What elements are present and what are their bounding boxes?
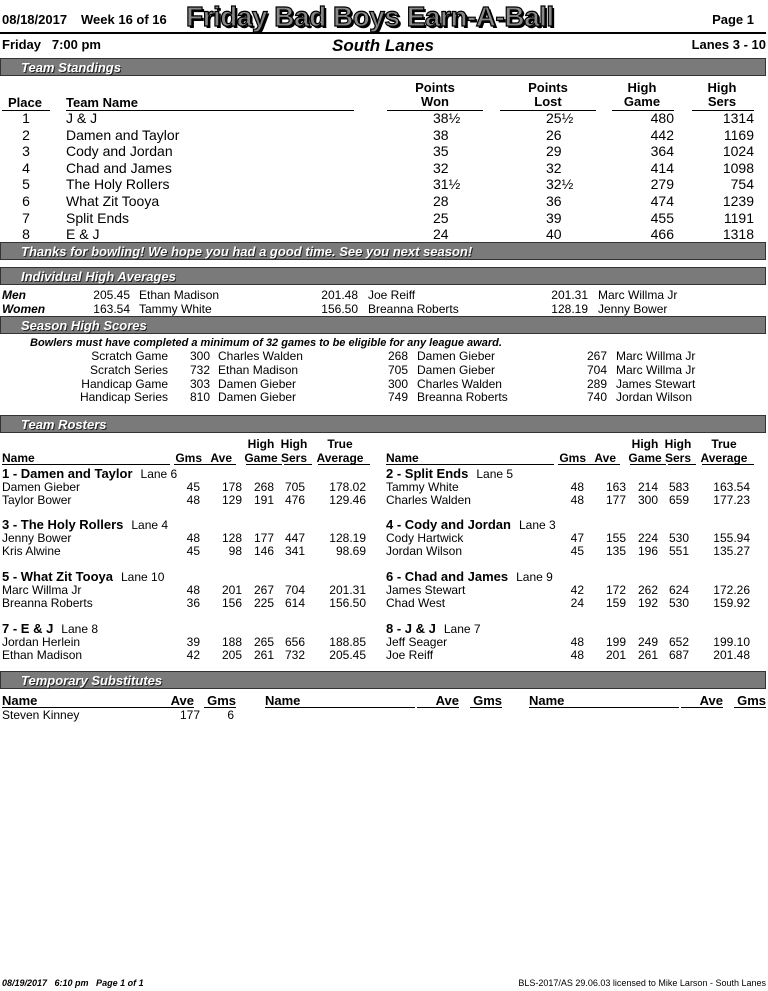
season-bowler: Damen Gieber [218, 376, 297, 391]
average-value: 201.31 [551, 288, 588, 302]
roster-team-header [386, 621, 481, 636]
subs-col-average: Ave [435, 693, 459, 708]
season-score-label: Scratch Game [91, 349, 168, 363]
subs-col-games: Gms [737, 693, 766, 708]
season-bowler: Damen Gieber [417, 349, 496, 363]
roster-average: 128 [221, 531, 242, 545]
standing-place: 1 [22, 110, 30, 126]
roster-true-average: 128.19 [329, 531, 366, 545]
header-rule [0, 32, 766, 34]
roster-col-average: Ave [210, 451, 232, 465]
rule [668, 464, 696, 465]
season-score: 810 [189, 390, 210, 405]
rule [681, 707, 723, 708]
subs-section-bar [0, 671, 766, 689]
subs-col-games: Gms [207, 693, 236, 708]
roster-true-average: 98.69 [335, 544, 366, 559]
roster-average: 201 [221, 583, 242, 597]
roster-high-series: 732 [284, 648, 305, 663]
roster-average: 201 [605, 648, 626, 663]
roster-true-average: 163.54 [713, 480, 750, 494]
roster-bowler-name: Jenny Bower [2, 531, 72, 545]
roster-bowler-name: Jordan Herlein [2, 635, 81, 649]
roster-bowler-name: Jeff Seager [386, 635, 448, 649]
printed-timestamp: 08/19/2017 6:10 pm Page 1 of 1 [2, 978, 144, 988]
roster-high-series: 704 [284, 583, 305, 597]
roster-team-header [386, 517, 556, 532]
subs-col-games: Gms [473, 693, 502, 708]
roster-true-average: 201.31 [329, 583, 366, 597]
standing-place: 8 [22, 226, 30, 243]
roster-high-game: 262 [637, 583, 658, 597]
rule [702, 464, 754, 465]
standing-place: 2 [22, 126, 30, 143]
col-points-lost [500, 81, 596, 109]
season-bowler: Charles Walden [218, 349, 303, 363]
season-bowler: Jordan Wilson [616, 390, 693, 405]
average-value: 156.50 [321, 302, 358, 316]
rule [318, 464, 370, 465]
roster-high-game: 267 [253, 583, 274, 597]
rosters-section-bar [0, 415, 766, 433]
standing-high-game: 279 [650, 176, 674, 193]
roster-team-header [2, 517, 168, 532]
average-bowler: Jenny Bower [598, 302, 668, 316]
standing-points-won: 24 [433, 226, 449, 243]
roster-games: 45 [186, 480, 200, 494]
roster-bowler-name: Jordan Wilson [386, 544, 463, 559]
standing-high-series: 1024 [722, 143, 754, 160]
rule [734, 707, 766, 708]
roster-bowler-name: Chad West [386, 596, 446, 611]
roster-col-name: Name [2, 451, 35, 465]
roster-col-true-average-l1: True [327, 437, 353, 451]
subs-section-title: Temporary Substitutes [21, 673, 163, 688]
roster-high-game: 225 [253, 596, 274, 611]
sub-bowler-name: Steven Kinney [2, 708, 80, 722]
col-team-name: Team Name [66, 95, 139, 110]
average-value: 128.19 [551, 302, 588, 316]
roster-team-header [2, 569, 164, 584]
roster-bowler-name: Charles Walden [386, 493, 471, 508]
roster-bowler-name: Breanna Roberts [2, 596, 93, 611]
roster-average: 199 [605, 635, 626, 649]
roster-bowler-name: Tammy White [386, 480, 459, 494]
subs-col-name: Name [265, 693, 301, 708]
roster-games: 45 [186, 544, 200, 559]
standing-points-won: 31½ [433, 176, 461, 193]
standing-points-won: 38½ [433, 110, 461, 126]
season-score: 300 [387, 376, 408, 391]
rule [592, 464, 620, 465]
season-bowler: Marc Willma Jr [616, 349, 696, 363]
rule [529, 707, 679, 708]
roster-high-series: 447 [284, 531, 305, 545]
roster-bowler-name: Ethan Madison [2, 648, 83, 663]
standings-section-bar [0, 58, 766, 76]
roster-high-game: 177 [253, 531, 274, 545]
subs-col-name: Name [2, 693, 38, 708]
roster-high-game: 214 [637, 480, 658, 494]
rosters-section-title: Team Rosters [21, 417, 107, 432]
league-title: Friday Bad Boys Earn-A-Ball [186, 1, 554, 32]
roster-average: 159 [605, 596, 626, 611]
season-score: 740 [586, 390, 607, 405]
average-bowler: Joe Reiff [368, 288, 416, 302]
standing-points-lost: 25½ [546, 110, 574, 126]
roster-high-series: 652 [668, 635, 689, 649]
roster-games: 48 [570, 635, 584, 649]
season-score: 289 [586, 376, 607, 391]
roster-true-average: 205.45 [329, 648, 366, 663]
standing-points-lost: 32 [546, 159, 562, 176]
standing-high-game: 364 [650, 143, 674, 160]
roster-lane: Lane 5 [476, 467, 514, 481]
standing-high-series: 1239 [722, 193, 754, 209]
roster-games: 47 [570, 531, 584, 545]
season-bowler: Marc Willma Jr [616, 362, 696, 377]
roster-true-average: 178.02 [329, 480, 366, 494]
standing-place: 5 [22, 176, 30, 193]
col-high-game-l1: High [627, 80, 657, 95]
roster-high-game: 146 [253, 544, 274, 559]
standing-team-name: What Zit Tooya [66, 193, 160, 209]
standing-place: 7 [22, 209, 30, 226]
license-text: BLS-2017/AS 29.06.03 licensed to Mike Larson - South Lanes [518, 978, 766, 988]
roster-col-true-average-l2: Average [700, 451, 748, 465]
standings-section-title: Team Standings [21, 60, 121, 75]
roster-lane: Lane 10 [120, 570, 165, 584]
standing-points-won: 28 [433, 193, 449, 209]
roster-average: 98 [228, 544, 242, 559]
roster-average: 155 [605, 531, 626, 545]
roster-high-series: 624 [668, 583, 689, 597]
roster-high-game: 191 [253, 493, 274, 508]
season-score: 749 [387, 390, 408, 405]
roster-high-series: 583 [668, 480, 689, 494]
roster-lane: Lane 7 [443, 622, 481, 636]
subs-col-average: Ave [170, 693, 194, 708]
roster-average: 177 [605, 493, 626, 508]
roster-true-average: 199.10 [713, 635, 750, 649]
season-bowler: Damen Gieber [417, 362, 496, 377]
bowling-center: South Lanes [331, 36, 434, 55]
season-score: 705 [387, 362, 408, 377]
roster-high-series: 614 [284, 596, 305, 611]
standing-high-series: 1098 [722, 159, 754, 176]
roster-high-game: 300 [637, 493, 658, 508]
roster-average: 135 [605, 544, 626, 559]
page-label: Page 1 [712, 12, 754, 27]
average-category: Men [2, 288, 26, 302]
standing-place: 6 [22, 193, 30, 209]
standing-team-name: Damen and Taylor [66, 126, 180, 143]
roster-average: 205 [221, 648, 242, 663]
roster-col-high-game-l1: High [631, 437, 659, 451]
lanes-label: Lanes 3 - 10 [691, 37, 766, 52]
standing-points-lost: 40 [546, 226, 562, 243]
standing-team-name: E & J [66, 226, 100, 243]
thanks-bar [0, 242, 766, 260]
average-value: 163.54 [93, 302, 130, 316]
roster-high-game: 261 [253, 648, 274, 663]
standing-points-lost: 29 [546, 143, 562, 160]
standing-high-series: 1314 [722, 110, 754, 126]
season-score: 732 [189, 362, 210, 377]
roster-high-game: 196 [637, 544, 658, 559]
season-score-label: Handicap Game [81, 376, 168, 391]
season-score: 704 [586, 362, 607, 377]
roster-team-name: 8 - J & J [386, 621, 436, 636]
roster-true-average: 177.23 [713, 493, 750, 508]
standing-points-lost: 32½ [546, 176, 574, 193]
roster-col-true-average-l2: Average [316, 451, 364, 465]
roster-high-series: 551 [668, 544, 689, 559]
roster-true-average: 159.92 [713, 596, 750, 611]
rule [66, 110, 354, 111]
roster-average: 163 [605, 480, 626, 494]
season-section-title: Season High Scores [21, 318, 147, 333]
standing-place: 3 [22, 143, 30, 160]
roster-high-series: 705 [284, 480, 305, 494]
standing-high-game: 474 [650, 193, 674, 209]
roster-col-high-series-l2: Sers [280, 451, 308, 465]
standing-high-series: 1191 [723, 209, 754, 226]
roster-bowler-name: Joe Reiff [386, 648, 434, 663]
roster-games: 48 [570, 493, 584, 508]
col-high-series-l2: Sers [707, 94, 737, 109]
standing-high-series: 1318 [722, 226, 754, 243]
roster-team-name: 5 - What Zit Tooya [2, 569, 113, 584]
subs-col-average: Ave [699, 693, 723, 708]
standing-team-name: Chad and James [66, 159, 172, 176]
rule [417, 707, 459, 708]
rule [174, 464, 208, 465]
roster-team-name: 7 - E & J [2, 621, 54, 636]
season-score-label: Handicap Series [79, 390, 168, 405]
rule [386, 464, 554, 465]
rule [558, 464, 592, 465]
roster-col-high-game-l1: High [247, 437, 275, 451]
standing-high-series: 1169 [723, 126, 754, 143]
roster-average: 188 [221, 635, 242, 649]
roster-high-game: 265 [253, 635, 274, 649]
week-label: Week 16 of 16 [81, 12, 167, 27]
roster-bowler-name: Kris Alwine [2, 544, 61, 559]
rule [470, 707, 502, 708]
roster-high-game: 261 [637, 648, 658, 663]
season-score: 300 [189, 349, 210, 363]
standing-place: 4 [22, 159, 30, 176]
roster-true-average: 129.46 [329, 493, 366, 508]
roster-col-games: Gms [175, 451, 202, 465]
col-place: Place [8, 95, 42, 110]
roster-lane: Lane 8 [61, 622, 98, 636]
col-points-lost-l2: Lost [534, 94, 562, 109]
roster-team-header [386, 466, 513, 481]
roster-true-average: 135.27 [713, 544, 750, 559]
roster-lane: Lane 4 [131, 518, 169, 532]
roster-games: 48 [186, 531, 200, 545]
roster-games: 39 [186, 635, 200, 649]
average-bowler: Tammy White [139, 302, 212, 316]
standing-team-name: J & J [66, 110, 98, 126]
roster-bowler-name: Cody Hartwick [386, 531, 464, 545]
roster-lane: Lane 3 [518, 518, 556, 532]
standing-points-lost: 39 [546, 209, 562, 226]
season-bowler: Charles Walden [417, 376, 502, 391]
roster-true-average: 188.85 [329, 635, 366, 649]
season-section-bar [0, 316, 766, 334]
roster-average: 178 [221, 480, 242, 494]
col-high-series-l1: High [707, 80, 737, 95]
season-score: 267 [586, 349, 607, 363]
roster-high-series: 476 [284, 493, 305, 508]
roster-col-high-series-l2: Sers [664, 451, 692, 465]
rule [284, 464, 312, 465]
rule [246, 464, 282, 465]
roster-games: 48 [570, 480, 584, 494]
average-bowler: Breanna Roberts [368, 302, 459, 316]
sub-games: 6 [227, 708, 234, 722]
standing-points-won: 35 [433, 143, 449, 160]
rule [208, 464, 236, 465]
season-score-label: Scratch Series [89, 362, 168, 377]
rule [265, 707, 415, 708]
season-bowler: James Stewart [616, 376, 696, 391]
roster-team-header [2, 621, 98, 636]
standing-team-name: Split Ends [66, 209, 130, 226]
roster-team-name: 6 - Chad and James [386, 569, 509, 584]
roster-true-average: 156.50 [329, 596, 366, 611]
roster-high-game: 192 [637, 596, 658, 611]
roster-true-average: 155.94 [713, 531, 750, 545]
roster-bowler-name: Marc Willma Jr [2, 583, 82, 597]
day-time: Friday 7:00 pm [2, 37, 101, 52]
roster-average: 156 [221, 596, 242, 611]
roster-col-average: Ave [594, 451, 616, 465]
standing-high-game: 442 [650, 126, 674, 143]
standing-high-game: 455 [650, 209, 674, 226]
standing-high-game: 414 [650, 159, 674, 176]
standing-high-series: 754 [730, 176, 754, 193]
rule [630, 464, 666, 465]
standing-high-game: 480 [650, 110, 674, 126]
roster-col-true-average-l1: True [711, 437, 737, 451]
roster-team-header [386, 569, 553, 584]
average-value: 205.45 [93, 288, 130, 302]
rule [2, 464, 170, 465]
average-bowler: Ethan Madison [139, 288, 220, 302]
standing-points-lost: 26 [546, 126, 562, 143]
report-date: 08/18/2017 [2, 12, 68, 27]
averages-section-title: Individual High Averages [21, 269, 176, 284]
roster-high-series: 530 [668, 531, 689, 545]
roster-team-name: 2 - Split Ends [386, 466, 469, 481]
roster-high-game: 224 [637, 531, 658, 545]
season-score: 268 [387, 349, 408, 363]
roster-average: 129 [221, 493, 242, 508]
col-points-won [387, 81, 483, 109]
roster-bowler-name: James Stewart [386, 583, 466, 597]
roster-col-high-series-l1: High [280, 437, 308, 451]
standing-team-name: The Holy Rollers [66, 176, 170, 193]
season-bowler: Breanna Roberts [417, 390, 508, 405]
standing-points-won: 25 [433, 209, 449, 226]
roster-col-name: Name [386, 451, 419, 465]
average-category: Women [2, 302, 46, 316]
roster-true-average: 172.26 [713, 583, 750, 597]
roster-team-name: 1 - Damen and Taylor [2, 466, 133, 481]
eligibility-note: Bowlers must have completed a minimum of 32 games to be eligible for any league award. [30, 337, 502, 349]
roster-games: 48 [186, 493, 200, 508]
col-high-series [692, 81, 752, 109]
roster-lane: Lane 6 [140, 467, 178, 481]
average-bowler: Marc Willma Jr [598, 288, 678, 302]
standing-high-game: 466 [650, 226, 674, 243]
roster-bowler-name: Damen Gieber [2, 480, 81, 494]
col-points-lost-l1: Points [528, 80, 568, 95]
standing-points-won: 38 [433, 126, 449, 143]
col-high-game [612, 81, 672, 109]
sub-average: 177 [179, 708, 200, 722]
col-high-game-l2: Game [623, 94, 661, 109]
season-bowler: Ethan Madison [218, 362, 299, 377]
roster-games: 42 [570, 583, 584, 597]
average-value: 201.48 [321, 288, 358, 302]
roster-col-games: Gms [559, 451, 586, 465]
roster-high-game: 268 [253, 480, 274, 494]
roster-team-name: 4 - Cody and Jordan [386, 517, 511, 532]
col-points-won-l2: Won [421, 94, 449, 109]
roster-lane: Lane 9 [516, 570, 553, 584]
roster-col-high-game-l2: Game [244, 451, 278, 465]
col-points-won-l1: Points [415, 80, 455, 95]
thanks-message: Thanks for bowling! We hope you had a good time. See you next season! [21, 244, 473, 259]
roster-col-high-game-l2: Game [628, 451, 662, 465]
subs-col-name: Name [529, 693, 565, 708]
roster-games: 36 [186, 596, 200, 611]
standing-points-won: 32 [433, 159, 449, 176]
roster-col-high-series-l1: High [664, 437, 692, 451]
roster-games: 24 [570, 596, 584, 611]
roster-true-average: 201.48 [713, 648, 750, 663]
roster-games: 48 [570, 648, 584, 663]
averages-section-bar [0, 267, 766, 285]
roster-high-series: 659 [668, 493, 689, 508]
standing-team-name: Cody and Jordan [66, 143, 173, 160]
season-score: 303 [189, 376, 210, 391]
roster-bowler-name: Taylor Bower [2, 493, 72, 508]
roster-average: 172 [605, 583, 626, 597]
roster-team-header [2, 466, 177, 481]
roster-high-series: 687 [668, 648, 689, 663]
roster-high-series: 341 [284, 544, 305, 559]
roster-high-series: 530 [668, 596, 689, 611]
roster-high-series: 656 [284, 635, 305, 649]
season-bowler: Damen Gieber [218, 390, 297, 405]
roster-games: 48 [186, 583, 200, 597]
roster-team-name: 3 - The Holy Rollers [2, 517, 124, 532]
roster-games: 45 [570, 544, 584, 559]
roster-games: 42 [186, 648, 200, 663]
standing-points-lost: 36 [546, 193, 562, 209]
roster-high-game: 249 [637, 635, 658, 649]
